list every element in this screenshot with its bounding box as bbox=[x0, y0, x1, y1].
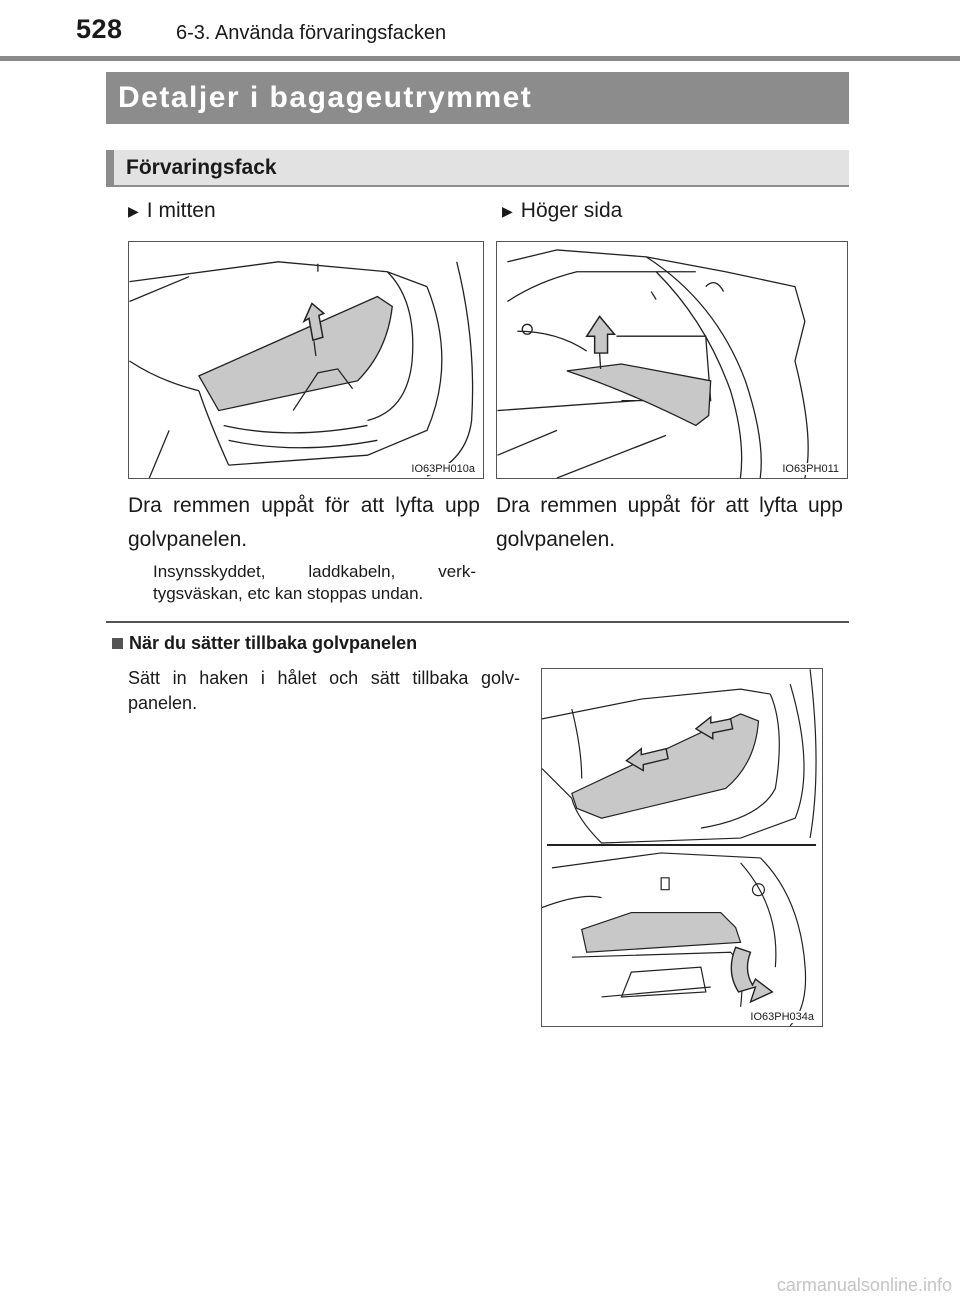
reinstall-heading-text: När du sätter tillbaka golvpanelen bbox=[129, 633, 418, 653]
reinstall-heading bbox=[112, 633, 417, 654]
square-icon bbox=[112, 638, 123, 649]
page-number: 528 bbox=[76, 14, 123, 44]
label-center-text: I mitten bbox=[146, 199, 216, 222]
right-triangle-icon: ▶ bbox=[128, 202, 139, 219]
figure-code: IO63PH011 bbox=[782, 463, 839, 475]
subsection-title-bar bbox=[106, 150, 849, 187]
chapter-title: 6-3. Använda förvaringsfacken bbox=[176, 22, 447, 44]
figure-reinstall-illustration bbox=[542, 669, 822, 1026]
figure-right-illustration bbox=[497, 242, 847, 478]
header-rule bbox=[0, 56, 960, 61]
label-center bbox=[128, 199, 216, 223]
instruction-center: Dra remmen uppåt för att lyfta upp golvpanelen. bbox=[128, 494, 480, 551]
figure-code: IO63PH010a bbox=[411, 463, 475, 475]
label-right-text: Höger sida bbox=[520, 199, 623, 222]
figure-reinstall-panel bbox=[541, 668, 823, 1027]
reinstall-instruction: Sätt in haken i hålet och sätt tillbaka golv-panelen. bbox=[128, 668, 520, 713]
note-center: Insynsskyddet, laddkabeln, verk-tygsväskan, etc kan stoppas undan. bbox=[153, 562, 476, 603]
up-arrow-icon bbox=[587, 316, 615, 353]
section-divider bbox=[106, 621, 849, 623]
figure-code: IO63PH034a bbox=[750, 1011, 814, 1023]
watermark: carmanualsonline.info bbox=[776, 1275, 952, 1295]
figure-center-illustration bbox=[129, 242, 483, 478]
instruction-right: Dra remmen uppåt för att lyfta upp golvpanelen. bbox=[496, 494, 843, 551]
section-title: Detaljer i bagageutrymmet bbox=[118, 81, 533, 114]
right-triangle-icon: ▶ bbox=[502, 202, 513, 219]
curved-arrow-icon bbox=[731, 947, 772, 1002]
section-title-bar bbox=[106, 72, 849, 124]
figure-right-storage bbox=[496, 241, 848, 479]
figure-center-storage bbox=[128, 241, 484, 479]
label-right bbox=[502, 199, 622, 223]
subsection-title: Förvaringsfack bbox=[126, 155, 277, 179]
